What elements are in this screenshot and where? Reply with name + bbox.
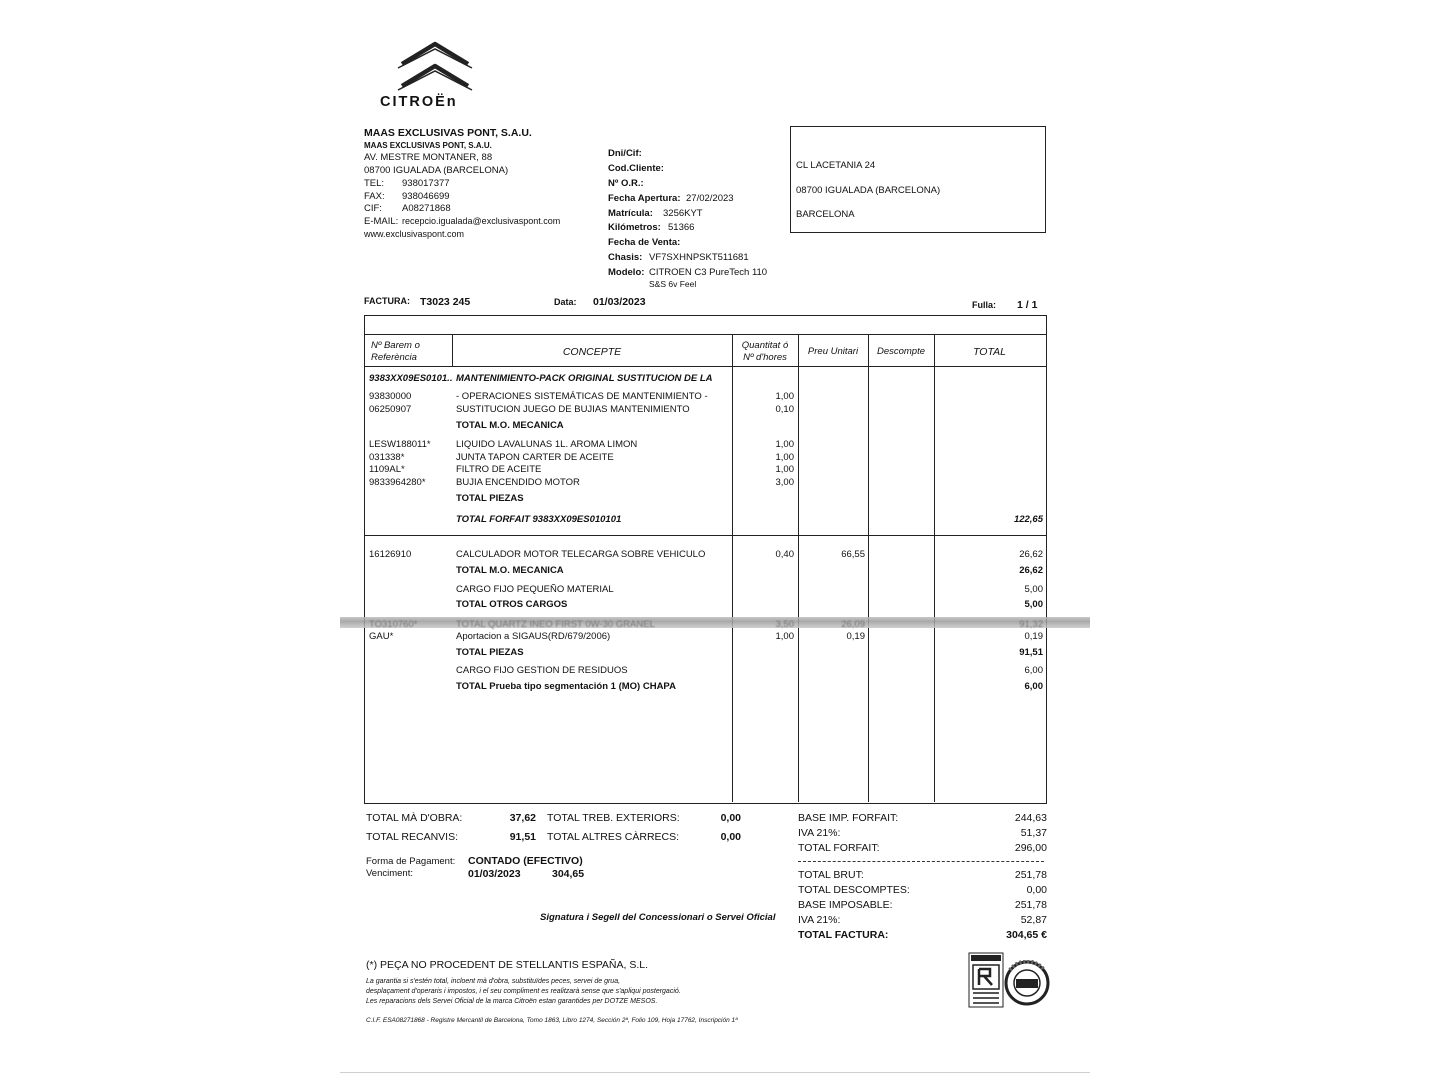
base-forfait-label: BASE IMP. FORFAIT: [798,812,899,824]
row-concept: TOTAL FORFAIT 9383XX09ES010101 [456,514,622,525]
row-qty: 3,00 [775,477,794,488]
row-ref: 9833964280* [369,477,426,488]
parts-value: 91,51 [509,831,536,843]
row-qty: 1,00 [775,464,794,475]
registry-line: C.I.F. ESA08271868 - Registre Mercantil de Barcelona, Tomo 1863, Libro 1274, Sección 2ª, Folio 109, Hoja 17762, Inscripción 1ª [366,1017,738,1024]
row-ref: 16126910 [369,549,412,560]
km-value: 51366 [668,222,695,233]
due-date: 01/03/2023 [468,868,521,880]
row-concept: FILTRO DE ACEITE [456,464,542,475]
factura-label: FACTURA: [364,296,410,306]
header-qty-2: Nº d'hores [743,352,787,363]
company-fax-label: FAX: [364,191,385,202]
parts-label: TOTAL RECANVIS: [366,831,458,843]
header-ref-2: Referència [371,352,417,363]
brand-logo [380,36,490,116]
row-ref: 031338* [369,452,405,463]
sale-label: Fecha de Venta: [608,237,681,248]
customer-line-3: BARCELONA [796,209,855,220]
other-label: TOTAL ALTRES CÀRRECS: [547,831,680,843]
row-total: 0,19 [1024,631,1043,642]
row-concept: TOTAL OTROS CARGOS [456,599,568,610]
customer-line-1: CL LACETANIA 24 [796,160,876,171]
row-concept: SUSTITUCION JUEGO DE BUJIAS MANTENIMIENTO [456,404,690,415]
plate-label: Matrícula: [608,208,653,219]
table-header-bottom-line [364,366,1046,367]
company-email-label: E-MAIL: [364,216,399,227]
signature-caption: Signatura i Segell del Concessionari o Servei Oficial [540,912,776,923]
row-concept: TOTAL QUARTZ INEO FIRST 0W-30 GRANEL [456,619,655,630]
row-ref: 1109AL* [369,464,405,475]
header-total: TOTAL [973,346,1006,358]
row-unit-price: 0,19 [846,631,865,642]
iva-forfait-value: 51,37 [1020,827,1047,839]
payment-label: Forma de Pagament: [366,856,456,867]
row-qty: 1,00 [775,391,794,402]
invoice-total-label: TOTAL FACTURA: [798,929,889,941]
or-label: Nº O.R.: [608,178,644,189]
row-concept: TOTAL M.O. MECANICA [456,565,564,576]
row-concept: CARGO FIJO PEQUEÑO MATERIAL [456,584,614,595]
header-discount: Descompte [876,346,926,357]
iqnet-certification-icon [1004,960,1050,1006]
row-total: 5,00 [1024,599,1043,610]
external-label: TOTAL TREB. EXTERIORS: [547,812,680,824]
plate-value: 3256KYT [663,208,703,219]
header-concept: CONCEPTE [562,346,622,358]
base-value: 251,78 [1014,899,1047,911]
company-email: recepcio.igualada@exclusivaspont.com [402,216,561,226]
row-qty: 1,00 [775,631,794,642]
base-label: BASE IMPOSABLE: [798,899,893,911]
row-total: 26,62 [1019,549,1043,560]
row-ref: LESW188011* [369,439,431,450]
company-address: AV. MESTRE MONTANER, 88 [364,152,493,163]
dni-label: Dni/Cif: [608,148,642,159]
row-qty: 1,00 [775,452,794,463]
page-label: Fulla: [972,300,996,310]
row-total: 6,00 [1024,665,1043,676]
company-tel-label: TEL: [364,178,385,189]
header-ref-1: Nº Barem o [371,340,420,351]
model-value-2: S&S 6v Feel [649,279,697,289]
footer-note: (*) PEÇA NO PROCEDENT DE STELLANTIS ESPAÑA, S.L. [366,959,649,971]
row-ref: 9383XX09ES0101.. [369,373,453,384]
iva-forfait-label: IVA 21%: [798,827,841,839]
row-ref: TO310760* [369,619,418,630]
page-number: 1 / 1 [1017,299,1038,311]
chassis-value: VF7SXHNPSKT511681 [649,252,749,263]
total-forfait-label: TOTAL FORFAIT: [798,842,880,854]
warranty-line-3: Les reparacions dels Servei Oficial de la marca Citroën estan garantides per DOTZE MESOS. [366,998,658,1005]
other-value: 0,00 [720,831,741,843]
scan-bottom-edge [340,1072,1090,1073]
labour-value: 37,62 [509,812,536,824]
row-qty: 3,50 [775,619,794,630]
company-web: www.exclusivaspont.com [364,229,465,239]
opening-label: Fecha Apertura: [608,193,681,204]
brut-label: TOTAL BRUT: [798,869,864,881]
model-label: Modelo: [608,267,645,278]
due-label: Venciment: [366,868,413,879]
row-concept: TOTAL M.O. MECANICA [456,420,564,431]
row-total: 91,51 [1019,647,1043,658]
warranty-line-2: desplaçament d'operaris i impostos, i el seu compliment es realitzarà sense que s'apliqui postergació. [366,988,681,995]
row-concept: MANTENIMIENTO-PACK ORIGINAL SUSTITUCION DE LA [456,373,713,384]
table-header-top-line [364,334,1046,335]
total-forfait-value: 296,00 [1014,842,1047,854]
row-ref: 93830000 [369,391,412,402]
client-label: Cod.Cliente: [608,163,664,174]
invoice-total-value: 304,65 € [1006,929,1047,941]
citroen-chevrons-icon [380,36,490,98]
row-qty: 0,40 [775,549,794,560]
chassis-label: Chasis: [608,252,643,263]
company-cif-label: CIF: [364,203,382,214]
brand-name: CITROËn [380,94,458,110]
row-unit-price: 66,55 [841,549,865,560]
discounts-value: 0,00 [1026,884,1047,896]
discounts-label: TOTAL DESCOMPTES: [798,884,910,896]
km-label: Kilómetros: [608,222,661,233]
brut-value: 251,78 [1014,869,1047,881]
row-concept: LIQUIDO LAVALUNAS 1L. AROMA LIMON [456,439,638,450]
company-city: 08700 IGUALADA (BARCELONA) [364,165,509,176]
row-concept: - OPERACIONES SISTEMÁTICAS DE MANTENIMIENTO - [456,391,708,402]
row-total: 6,00 [1024,681,1043,692]
iva-label: IVA 21%: [798,914,841,926]
totals-separator [798,861,1044,862]
company-name: MAAS EXCLUSIVAS PONT, S.A.U. [364,127,532,139]
section-divider [364,535,1046,536]
row-concept: TOTAL PIEZAS [456,647,524,658]
row-total: 5,00 [1024,584,1043,595]
company-tel: 938017377 [402,178,450,189]
company-cif: A08271868 [402,203,451,214]
col-divider-discount [868,334,869,802]
due-amount: 304,65 [552,868,585,880]
customer-line-2: 08700 IGUALADA (BARCELONA) [796,185,941,196]
row-concept: JUNTA TAPON CARTER DE ACEITE [456,452,614,463]
row-concept: TOTAL PIEZAS [456,493,524,504]
row-ref: 06250907 [369,404,412,415]
external-value: 0,00 [720,812,741,824]
col-divider-unit [798,334,799,802]
row-concept: TOTAL Prueba tipo segmentación 1 (MO) CHAPA [456,681,676,692]
row-ref: GAU* [369,631,394,642]
row-concept: CALCULADOR MOTOR TELECARGA SOBRE VEHICULO [456,549,706,560]
header-qty-1: Quantitat ó [741,340,789,351]
company-name-small: MAAS EXCLUSIVAS PONT, S.A.U. [364,141,492,150]
invoice-date: 01/03/2023 [593,296,646,308]
company-fax: 938046699 [402,191,450,202]
row-concept: BUJIA ENCENDIDO MOTOR [456,477,580,488]
opening-date: 27/02/2023 [686,193,734,204]
labour-label: TOTAL MÀ D'OBRA: [366,812,463,824]
row-unit-price: 26,09 [841,619,865,630]
row-total: 26,62 [1019,565,1043,576]
factura-number: T3023 245 [420,296,471,308]
base-forfait-value: 244,63 [1014,812,1047,824]
aenor-certification-icon [968,952,1004,1008]
iva-value: 52,87 [1020,914,1047,926]
date-label: Data: [554,297,577,307]
row-concept: Aportacion a SIGAUS(RD/679/2006) [456,631,611,642]
header-unit-price: Preu Unitari [807,346,859,357]
warranty-line-1: La garantia si s'estén total, incloent mà d'obra, substituïdes peces, servei de grua, [366,978,621,985]
row-qty: 1,00 [775,439,794,450]
row-concept: CARGO FIJO GESTION DE RESIDUOS [456,665,628,676]
row-total: 122,65 [1013,514,1043,525]
row-qty: 0,10 [775,404,794,415]
row-total: 91,32 [1019,619,1043,630]
model-value-1: CITROEN C3 PureTech 110 [649,267,768,278]
payment-value: CONTADO (EFECTIVO) [468,855,583,867]
